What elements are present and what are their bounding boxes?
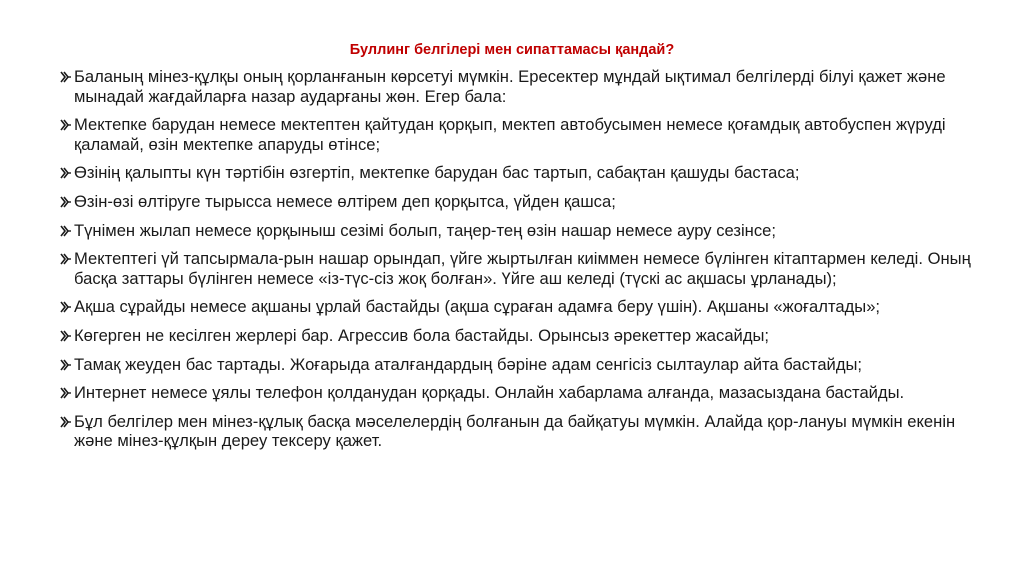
list-item	[60, 67, 990, 106]
list-item	[60, 163, 990, 183]
list-item-text: Өзінің қалыпты күн тәртібін өзгертіп, мектепке барудан бас тартып, сабақтан қашуды бастаса;	[74, 163, 800, 183]
list-item	[60, 192, 990, 212]
bullet-list	[60, 67, 990, 460]
arrow-check-bullet-icon	[60, 252, 72, 266]
list-item	[60, 249, 990, 288]
arrow-check-bullet-icon	[60, 358, 72, 372]
list-item-text: Ақша сұрайды немесе ақшаны ұрлай бастайды (ақша сұраған адамға беру үшін). Ақшаны «жоғалтады»;	[74, 297, 881, 317]
arrow-check-bullet-icon	[60, 224, 72, 238]
list-item-text: Көгерген не кесілген жерлері бар. Агрессив бола бастайды. Орынсыз әрекеттер жасайды;	[74, 325, 770, 345]
list-item-text: Мектептегі үй тапсырмала-рын нашар орындап, үйге жыртылған киіммен немесе бүлінген кітаптармен келеді. Оның басқа заттары бүлінген немесе «із-түс-сіз жоқ болған». Үйге аш келеді (түскі ас ақшасы ұрланады);	[74, 249, 971, 288]
list-item	[60, 355, 990, 375]
arrow-check-bullet-icon	[60, 70, 72, 84]
list-item-text: Баланың мінез-құлқы оның қорланғанын көрсетуі мүмкін. Ересектер мұндай ықтимал белгілерді білуі қажет және мынадай жағдайларға назар аударғаны жөн. Егер бала:	[74, 67, 946, 106]
list-item-text: Өзін-өзі өлтіруге тырысса немесе өлтірем деп қорқытса, үйден қашса;	[74, 191, 616, 211]
list-item	[60, 383, 990, 403]
arrow-check-bullet-icon	[60, 195, 72, 209]
arrow-check-bullet-icon	[60, 415, 72, 429]
arrow-check-bullet-icon	[60, 329, 72, 343]
list-item-text: Интернет немесе ұялы телефон қолданудан қорқады. Онлайн хабарлама алғанда, мазасыздана бастайды.	[74, 383, 905, 403]
arrow-check-bullet-icon	[60, 300, 72, 314]
slide-title: Буллинг белгілері мен сипаттамасы қандай?	[349, 42, 675, 58]
arrow-check-bullet-icon	[60, 118, 72, 132]
list-item	[60, 221, 990, 241]
list-item-text: Бұл белгілер мен мінез-құлық басқа мәселелердің болғанын да байқатуы мүмкін. Алайда қор-лануы мүмкін екенін және мінез-құлқын дереу тексеру қажет.	[74, 411, 956, 451]
list-item	[60, 326, 990, 346]
arrow-check-bullet-icon	[60, 166, 72, 180]
list-item-text: Түнімен жылап немесе қорқыныш сезімі болып, таңер-тең өзін нашар немесе ауру сезінсе;	[74, 220, 776, 240]
arrow-check-bullet-icon	[60, 386, 72, 400]
list-item-text: Мектепке барудан немесе мектептен қайтудан қорқып, мектеп автобусымен немесе қоғамдық автобуспен жүруді қаламай, өзін мектепке апаруды өтінсе;	[74, 115, 946, 154]
list-item	[60, 115, 990, 154]
list-item	[60, 297, 990, 317]
list-item	[60, 412, 990, 451]
list-item-text: Тамақ жеуден бас тартады. Жоғарыда аталғандардың бәріне адам сенгісіз сылтаулар айта бастайды;	[74, 354, 863, 374]
